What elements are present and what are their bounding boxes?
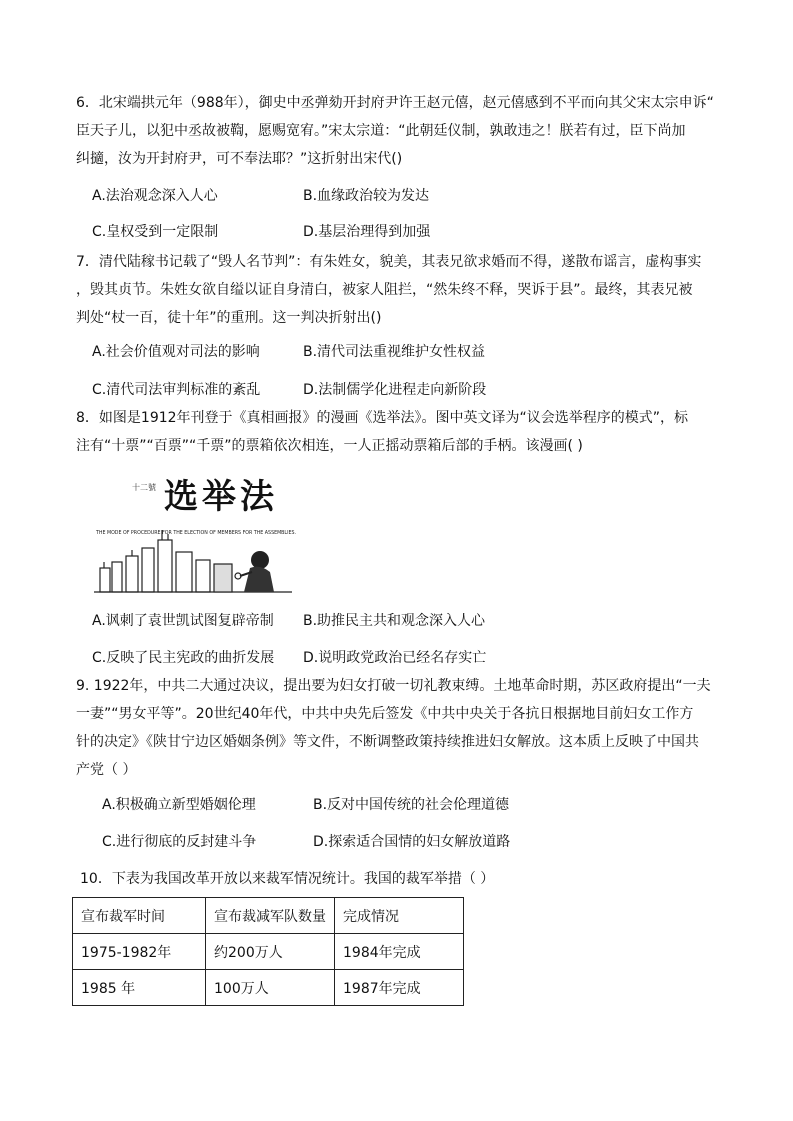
table-header-cell: 宣布裁军时间 bbox=[73, 898, 206, 934]
cartoon-caption: THE MODE OF PROCEDURE FOR THE ELECTION OF MEMBERS FOR THE ASSEMBLIES. bbox=[95, 530, 297, 536]
table-row bbox=[73, 934, 464, 970]
cartoon-title: 选举法 bbox=[164, 477, 278, 517]
q7-option-b: B.清代司法重视维护女性权益 bbox=[303, 344, 486, 360]
q8-stem-line: 注有“十票”“百票”“千票”的票箱依次相连，一人正摇动票箱后部的手柄。该漫画( ) bbox=[76, 438, 583, 454]
cartoon-issue-text: 十二號 bbox=[132, 483, 156, 492]
election-law-cartoon bbox=[92, 464, 302, 604]
q9-stem-line: 针的决定》《陕甘宁边区婚姻条例》等文件，不断调整政策持续推进妇女解放。这本质上反映了中国共 bbox=[76, 734, 699, 750]
q6-stem-line: 臣天子儿，以犯中丞故被鞫，愿赐宽宥。”宋太宗道：“此朝廷仪制，孰敢违之！朕若有过，臣下尚加 bbox=[76, 123, 686, 139]
table-row bbox=[73, 970, 464, 1006]
q6-option-c: C.皇权受到一定限制 bbox=[92, 224, 219, 240]
q8-option-d: D.说明政党政治已经名存实亡 bbox=[303, 650, 487, 666]
q7-option-a: A.社会价值观对司法的影响 bbox=[92, 344, 260, 360]
q9-option-b: B.反对中国传统的社会伦理道德 bbox=[313, 797, 510, 813]
q6-stem-line: 纠擿，汝为开封府尹，可不奉法耶？”这折射出宋代() bbox=[76, 151, 403, 167]
q6-option-d: D.基层治理得到加强 bbox=[303, 224, 431, 240]
q8-option-a: A.讽刺了袁世凯试图复辟帝制 bbox=[92, 613, 274, 629]
table-cell: 约200万人 bbox=[206, 934, 335, 970]
disarmament-table bbox=[72, 897, 464, 1006]
table-header-row bbox=[73, 898, 464, 934]
table-cell: 1985 年 bbox=[73, 970, 206, 1006]
q9-option-a: A.积极确立新型婚姻伦理 bbox=[102, 797, 256, 813]
table-cell: 1987年完成 bbox=[335, 970, 464, 1006]
q7-option-c: C.清代司法审判标准的紊乱 bbox=[92, 382, 261, 398]
q8-stem-line: 8．如图是1912年刊登于《真相画报》的漫画《选举法》。图中英文译为“议会选举程序的模式”，标 bbox=[76, 410, 689, 426]
q7-stem-line: 判处“杖一百，徒十年”的重刑。这一判决折射出() bbox=[76, 310, 382, 326]
q9-option-d: D.探索适合国情的妇女解放道路 bbox=[313, 834, 511, 850]
q6-option-b: B.血缘政治较为发达 bbox=[303, 188, 430, 204]
q10-stem: 10．下表为我国改革开放以来裁军情况统计。我国的裁军举措（ ） bbox=[80, 871, 495, 887]
q6-stem-line: 6．北宋端拱元年（988年），御史中丞弹劾开封府尹许王赵元僖，赵元僖感到不平而向其父宋太宗申诉“ bbox=[76, 95, 714, 111]
q7-stem-line: ，毁其贞节。朱姓女欲自缢以证自身清白，被家人阻拦，“然朱终不释，哭诉于县”。最终，其表兄被 bbox=[76, 282, 693, 298]
table-header-cell: 宣布裁减军队数量 bbox=[206, 898, 335, 934]
table-cell: 1984年完成 bbox=[335, 934, 464, 970]
q6-option-a: A.法治观念深入人心 bbox=[92, 188, 218, 204]
table-header-cell: 完成情况 bbox=[335, 898, 464, 934]
q9-stem-line: 产党（ ） bbox=[76, 762, 137, 778]
q9-stem-line: 9. 1922年，中共二大通过决议，提出要为妇女打破一切礼教束缚。土地革命时期，苏区政府提出“一夫 bbox=[76, 678, 711, 694]
figure-cranking-handle-drawing bbox=[235, 551, 274, 592]
q9-option-c: C.进行彻底的反封建斗争 bbox=[102, 834, 257, 850]
table-cell: 100万人 bbox=[206, 970, 335, 1006]
q9-stem-line: 一妻”“男女平等”。20世纪40年代，中共中央先后签发《中共中央关于各抗日根据地目前妇女工作方 bbox=[76, 706, 694, 722]
q8-option-b: B.助推民主共和观念深入人心 bbox=[303, 613, 486, 629]
q8-option-c: C.反映了民主宪政的曲折发展 bbox=[92, 650, 275, 666]
table-cell: 1975-1982年 bbox=[73, 934, 206, 970]
q7-stem-line: 7．清代陆稼书记载了“毁人名节判”：有朱姓女，貌美，其表兄欲求婚而不得，遂散布谣言，虚构事实 bbox=[76, 254, 702, 270]
q7-option-d: D.法制儒学化进程走向新阶段 bbox=[303, 382, 487, 398]
